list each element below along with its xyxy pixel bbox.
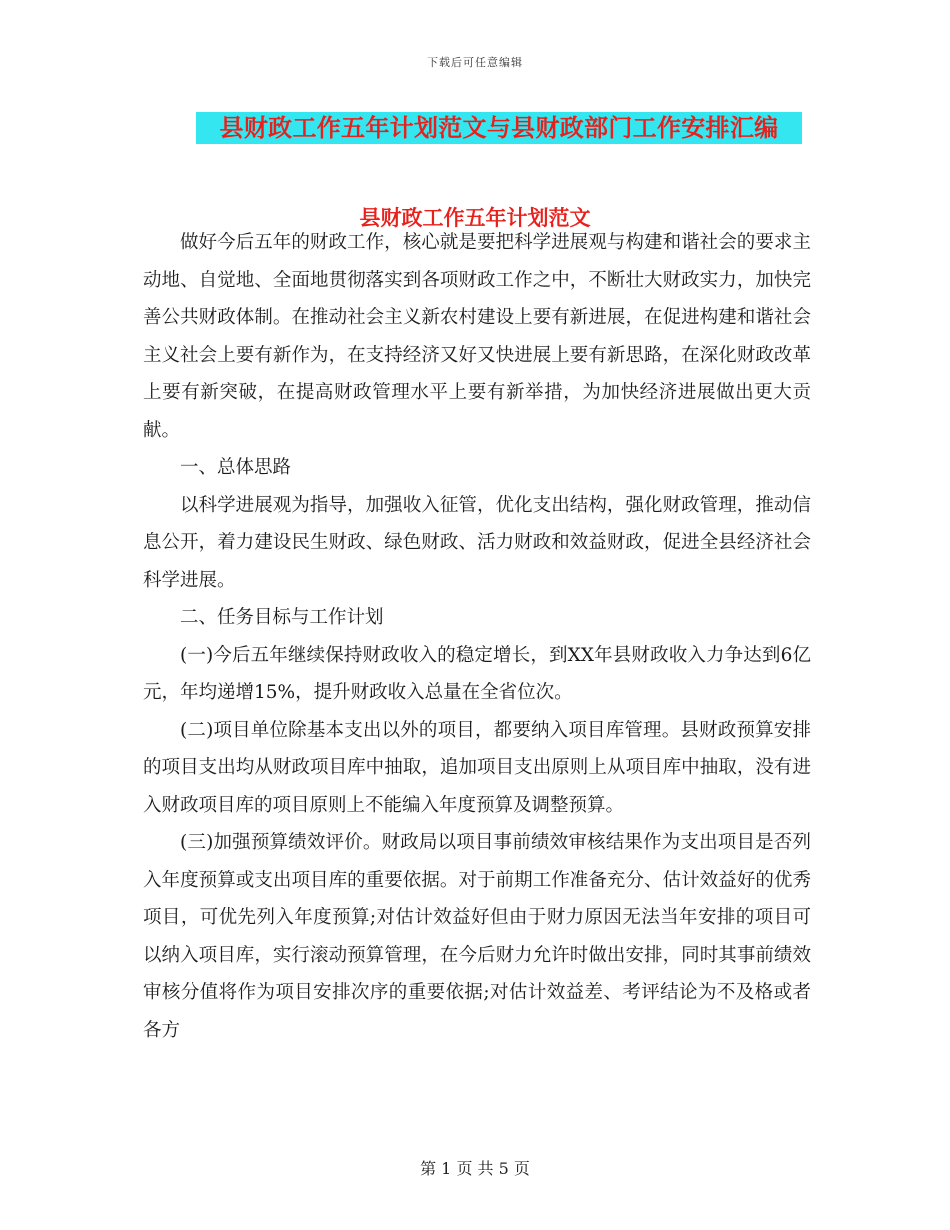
header-note: 下载后可任意编辑	[427, 56, 523, 69]
document-body	[143, 224, 811, 1049]
paragraph-overall-approach: 以科学进展观为指导，加强收入征管，优化支出结构，强化财政管理，推动信息公开，着力建设民生财政、绿色财政、活力财政和效益财政，促进全县经济社会科学进展。	[143, 494, 811, 591]
heading-goals-plan: 二、任务目标与工作计划	[180, 607, 384, 628]
paragraph-goal-2: (二)项目单位除基本支出以外的项目，都要纳入项目库管理。县财政预算安排的项目支出均从财政项目库中抽取，追加项目支出原则上从项目库中抽取，没有进入财政项目库的项目原则上不能编入年度预算及调整预算。	[143, 719, 811, 816]
document-title: 县财政工作五年计划范文与县财政部门工作安排汇编	[219, 113, 779, 142]
heading-overall-approach: 一、总体思路	[180, 457, 292, 478]
paragraph-goal-3: (三)加强预算绩效评价。财政局以项目事前绩效审核结果作为支出项目是否列入年度预算或支出项目库的重要依据。对于前期工作准备充分、估计效益好的优秀项目，可优先列入年度预算;对估计效益好但由于财力原因无法当年安排的项目可以纳入项目库，实行滚动预算管理，在今后财力允许时做出安排，同时其事前绩效审核分值将作为项目安排次序的重要依据;对估计效益差、考评结论为不及格或者各方	[143, 832, 811, 1041]
paragraph-intro: 做好今后五年的财政工作，核心就是要把科学进展观与构建和谐社会的要求主动地、自觉地、全面地贯彻落实到各项财政工作之中，不断壮大财政实力，加快完善公共财政体制。在推动社会主义新农村建设上要有新进展，在促进构建和谐社会主义社会上要有新作为，在支持经济又好又快进展上要有新思路，在深化财政改革上要有新突破，在提高财政管理水平上要有新举措，为加快经济进展做出更大贡献。	[143, 232, 811, 441]
paragraph-goal-1: (一)今后五年继续保持财政收入的稳定增长，到XX年县财政收入力争达到6亿元，年均递增15%，提升财政收入总量在全省位次。	[143, 644, 811, 703]
section-title: 县财政工作五年计划范文	[359, 205, 591, 230]
page-number: 第 1 页 共 5 页	[420, 1159, 530, 1178]
